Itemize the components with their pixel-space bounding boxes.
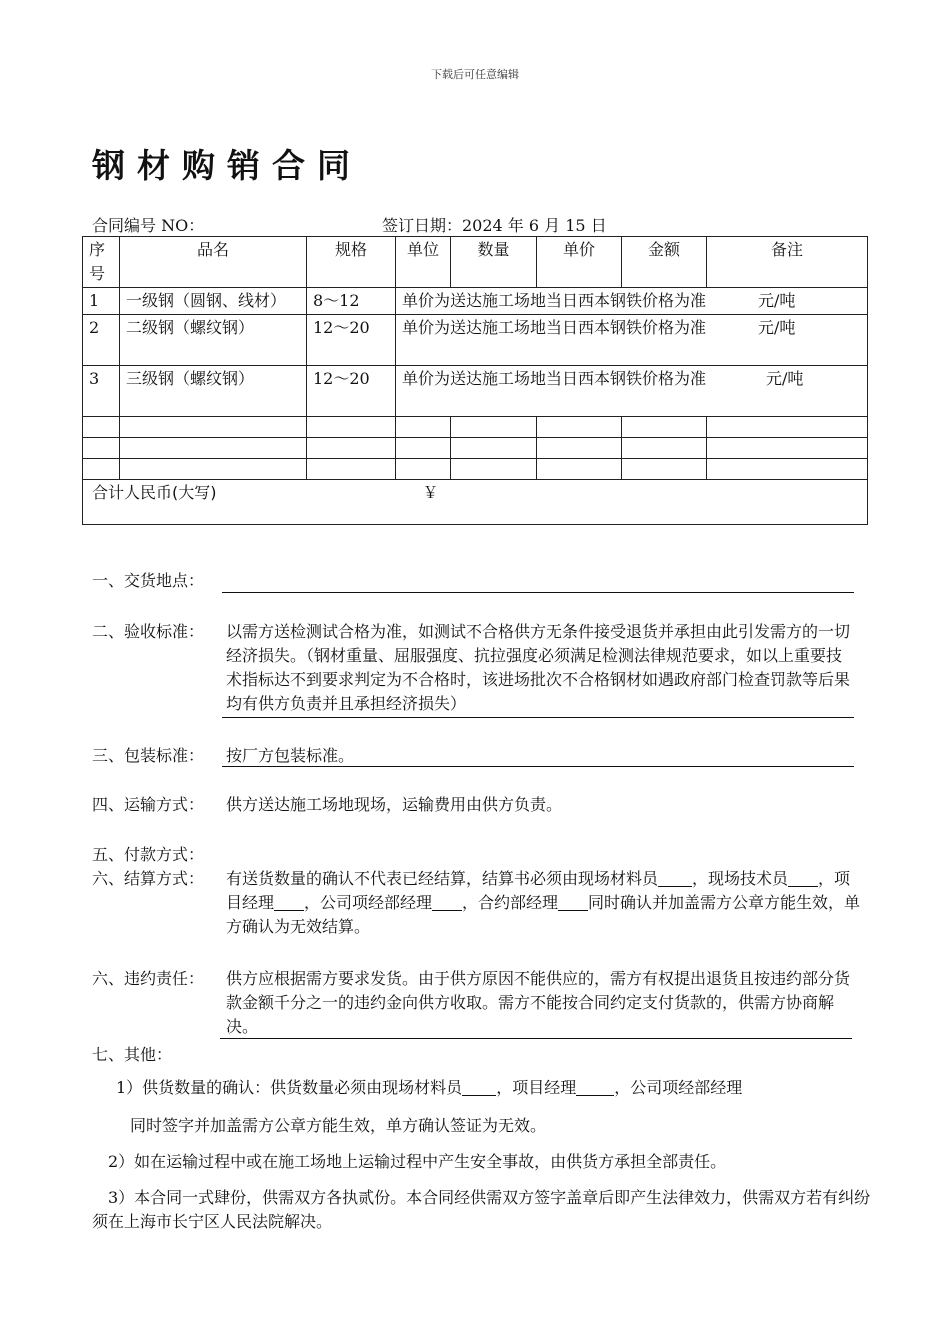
row-note bbox=[396, 366, 868, 417]
table-row bbox=[83, 288, 868, 315]
sign-date: 签订日期：2024 年 6 月 15 日 bbox=[382, 216, 607, 235]
packaging-line bbox=[222, 766, 854, 767]
row-spec: 12～20 bbox=[307, 315, 396, 366]
total-cell bbox=[83, 480, 868, 525]
header-remark: 备注 bbox=[707, 237, 868, 288]
row-note-text: 单价为送达施工场地当日西本钢铁价格为准 bbox=[402, 318, 707, 337]
header-spec: 规格 bbox=[307, 237, 396, 288]
signature-blank bbox=[432, 894, 462, 911]
row-note-text: 单价为送达施工场地当日西本钢铁价格为准 bbox=[402, 291, 707, 310]
other-label: 七、其他： bbox=[92, 1045, 173, 1064]
payment-label: 五、付款方式： bbox=[92, 845, 205, 864]
header-seq: 序号 bbox=[83, 237, 120, 288]
row-name: 二级钢（螺纹钢） bbox=[120, 315, 307, 366]
table-header-row bbox=[83, 237, 868, 288]
other-part: ，公司项经部经理 bbox=[614, 1078, 743, 1097]
delivery-line bbox=[222, 592, 854, 593]
other-part: ，项目经理 bbox=[496, 1078, 577, 1097]
packaging-label: 三、包装标准： bbox=[92, 746, 205, 765]
settlement-label: 六、结算方式： bbox=[92, 869, 205, 888]
header-price: 单价 bbox=[537, 237, 622, 288]
other-item-2: 2）如在运输过程中或在施工场地上运输过程中产生安全事故，由供货方承担全部责任。 bbox=[108, 1152, 727, 1171]
settlement-part: 有送货数量的确认不代表已经结算，结算书必须由现场材料员 bbox=[226, 869, 659, 888]
empty-row bbox=[83, 459, 868, 480]
other-item-3: 3）本合同一式肆份，供需双方各执贰份。本合同经供需双方签字盖章后即产生法律效力，供需双方若有纠纷须在上海市长宁区人民法院解决。 bbox=[92, 1188, 871, 1231]
table-row bbox=[83, 366, 868, 417]
total-row bbox=[83, 480, 868, 525]
page-title: 钢材购销合同 bbox=[92, 146, 362, 185]
signature-blank bbox=[658, 870, 692, 887]
settlement-part: ，项目经理 bbox=[226, 869, 851, 912]
transport-text: 供方送达施工场地现场，运输费用由供方负责。 bbox=[226, 795, 563, 814]
header-note: 下载后可任意编辑 bbox=[431, 68, 519, 81]
acceptance-label: 二、验收标准： bbox=[92, 622, 205, 641]
row-name: 三级钢（螺纹钢） bbox=[120, 366, 307, 417]
transport-label: 四、运输方式： bbox=[92, 795, 205, 814]
empty-row bbox=[83, 438, 868, 459]
settlement-part: ，合约部经理 bbox=[462, 893, 559, 912]
settlement-text bbox=[226, 867, 862, 939]
header-unit: 单位 bbox=[396, 237, 451, 288]
acceptance-text: 以需方送检测试合格为准，如测试不合格供方无条件接受退货并承担由此引发需方的一切经济损失。（钢材重量、屈服强度、抗拉强度必须满足检测法律规范要求，如以上重要技术指标达不到要求判定为不合格时，该进场批次不合格钢材如遇政府部门检查罚款等后果均有供方负责并且承担经济损失） bbox=[226, 622, 851, 713]
row-seq: 1 bbox=[83, 288, 120, 315]
goods-table bbox=[82, 236, 868, 525]
empty-row bbox=[83, 417, 868, 438]
header-qty: 数量 bbox=[451, 237, 537, 288]
signature-blank bbox=[788, 870, 818, 887]
breach-label: 六、违约责任： bbox=[92, 969, 205, 988]
row-note bbox=[396, 288, 868, 315]
row-unit: 元/吨 bbox=[766, 369, 804, 388]
other-part: 1）供货数量的确认：供货数量必须由现场材料员 bbox=[116, 1078, 463, 1097]
signature-blank bbox=[558, 894, 588, 911]
breach-line bbox=[220, 1038, 852, 1039]
row-name: 一级钢（圆钢、线材） bbox=[120, 288, 307, 315]
row-unit: 元/吨 bbox=[758, 291, 796, 310]
signature-blank bbox=[274, 894, 304, 911]
row-spec: 8～12 bbox=[307, 288, 396, 315]
breach-text: 供方应根据需方要求发货。由于供方原因不能供应的，需方有权提出退货且按违约部分货款金额千分之一的违约金向供方收取。需方不能按合同约定支付货款的，供需方协商解决。 bbox=[226, 969, 851, 1036]
acceptance-line bbox=[222, 717, 854, 718]
row-seq: 2 bbox=[83, 315, 120, 366]
settlement-part: 同时确认并加盖需方公章方能生效，单方确认为无效结算。 bbox=[226, 893, 861, 936]
packaging-text: 按厂方包装标准。 bbox=[226, 746, 355, 765]
row-note-text: 单价为送达施工场地当日西本钢铁价格为准 bbox=[402, 369, 707, 388]
signature-blank bbox=[576, 1079, 614, 1096]
row-spec: 12～20 bbox=[307, 366, 396, 417]
delivery-label: 一、交货地点： bbox=[92, 571, 205, 590]
row-seq: 3 bbox=[83, 366, 120, 417]
settlement-part: ，公司项经部经理 bbox=[304, 893, 433, 912]
header-name: 品名 bbox=[120, 237, 307, 288]
row-unit: 元/吨 bbox=[758, 318, 796, 337]
total-symbol: ￥ bbox=[422, 483, 439, 502]
header-amount: 金额 bbox=[622, 237, 707, 288]
row-note bbox=[396, 315, 868, 366]
settlement-part: ，现场技术员 bbox=[692, 869, 789, 888]
table-row bbox=[83, 315, 868, 366]
total-label: 合计人民币(大写) bbox=[92, 483, 217, 502]
other-item-1-cont: 同时签字并加盖需方公章方能生效，单方确认签证为无效。 bbox=[130, 1116, 547, 1135]
contract-no-label: 合同编号 NO： bbox=[92, 216, 205, 235]
signature-blank bbox=[462, 1079, 496, 1096]
other-item-1 bbox=[116, 1076, 866, 1100]
